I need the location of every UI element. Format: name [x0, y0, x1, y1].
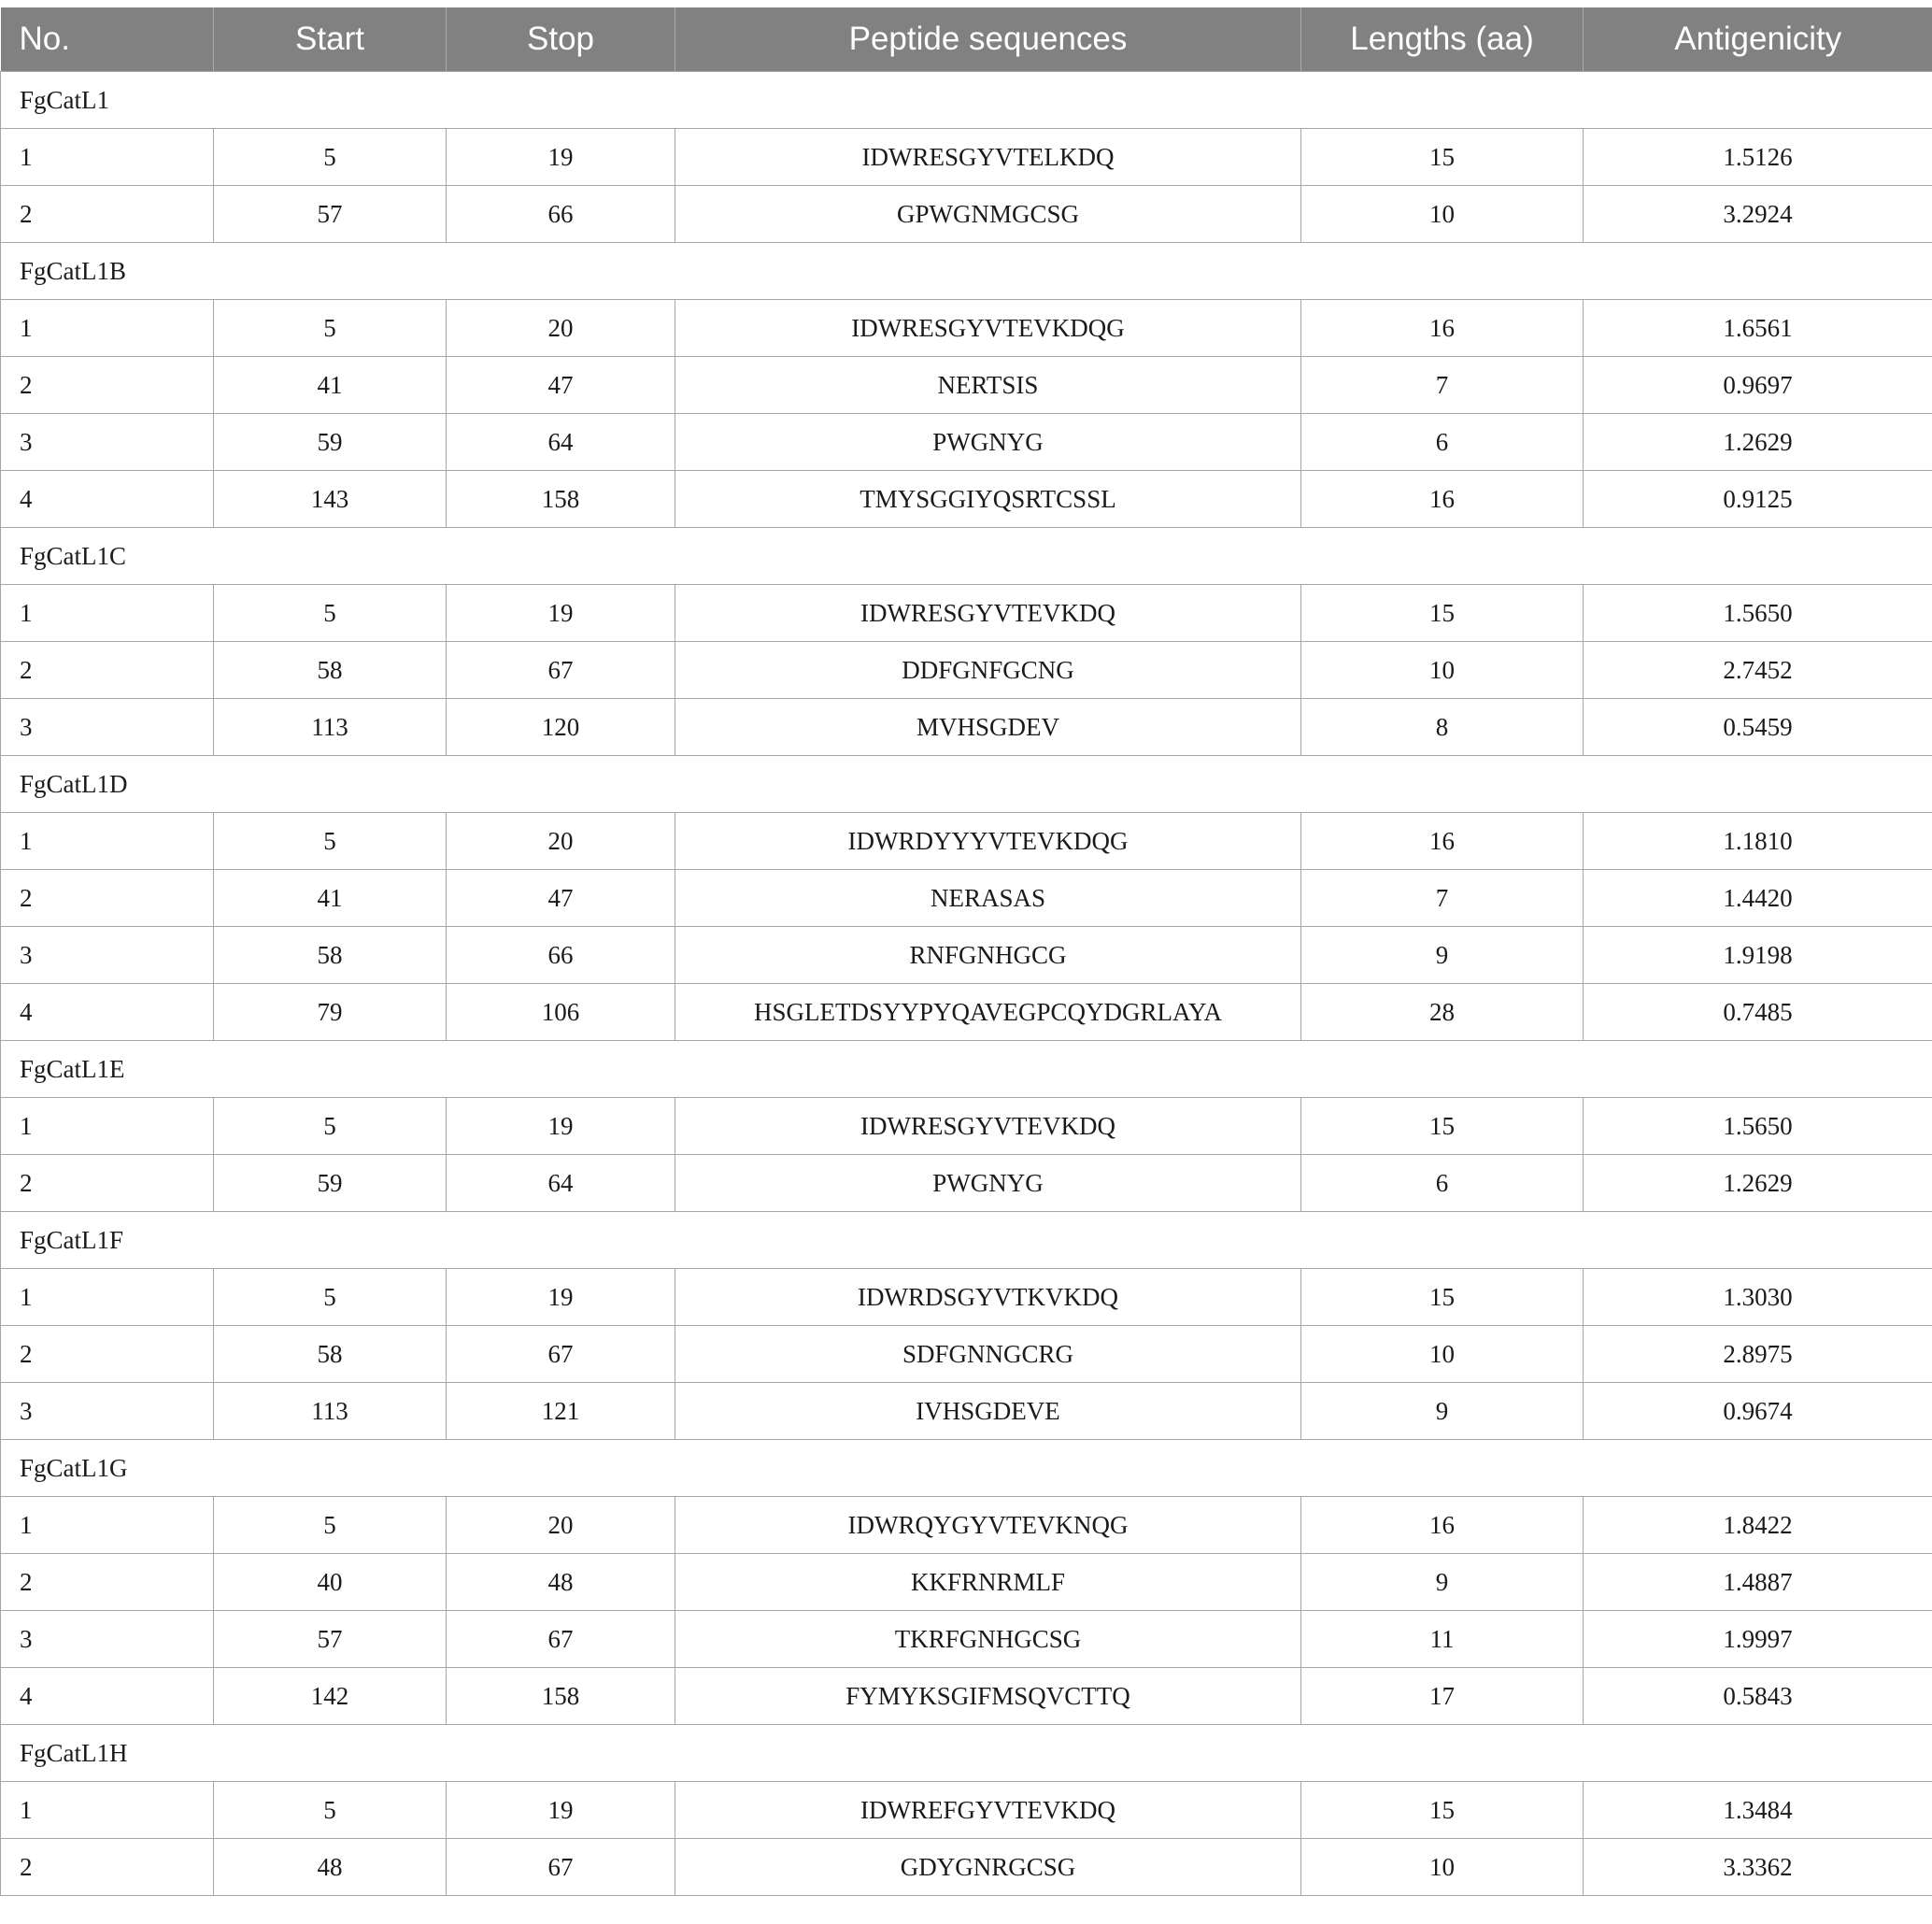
cell-stop: 67: [447, 642, 675, 699]
cell-length: 16: [1301, 1497, 1584, 1554]
cell-no: 3: [1, 1611, 214, 1668]
table-row: [1, 300, 1932, 357]
cell-no: 1: [1, 300, 214, 357]
cell-start: 57: [214, 1611, 447, 1668]
cell-stop: 67: [447, 1839, 675, 1896]
cell-length: 8: [1301, 699, 1584, 756]
table-row: [1, 1782, 1932, 1839]
cell-peptide-sequence: SDFGNNGCRG: [675, 1326, 1301, 1383]
group-row: [1, 756, 1932, 813]
group-row: [1, 243, 1932, 300]
table-row: [1, 1668, 1932, 1725]
cell-start: 5: [214, 300, 447, 357]
table-row: [1, 585, 1932, 642]
cell-stop: 64: [447, 414, 675, 471]
cell-antigenicity: 1.2629: [1584, 1155, 1932, 1212]
table-row: [1, 927, 1932, 984]
cell-peptide-sequence: KKFRNRMLF: [675, 1554, 1301, 1611]
cell-no: 3: [1, 927, 214, 984]
header-peptide-sequences: Peptide sequences: [675, 7, 1301, 72]
cell-antigenicity: 3.3362: [1584, 1839, 1932, 1896]
cell-length: 7: [1301, 357, 1584, 414]
cell-length: 15: [1301, 1098, 1584, 1155]
cell-no: 2: [1, 357, 214, 414]
cell-start: 57: [214, 186, 447, 243]
cell-start: 58: [214, 642, 447, 699]
cell-no: 1: [1, 1782, 214, 1839]
cell-length: 17: [1301, 1668, 1584, 1725]
table-row: [1, 1326, 1932, 1383]
cell-start: 113: [214, 699, 447, 756]
cell-peptide-sequence: GPWGNMGCSG: [675, 186, 1301, 243]
cell-antigenicity: 3.2924: [1584, 186, 1932, 243]
cell-antigenicity: 2.8975: [1584, 1326, 1932, 1383]
table-row: [1, 813, 1932, 870]
cell-length: 15: [1301, 1782, 1584, 1839]
cell-start: 5: [214, 585, 447, 642]
cell-no: 3: [1, 1383, 214, 1440]
cell-antigenicity: 1.2629: [1584, 414, 1932, 471]
cell-stop: 47: [447, 870, 675, 927]
cell-no: 4: [1, 984, 214, 1041]
cell-antigenicity: 1.4420: [1584, 870, 1932, 927]
group-label: FgCatL1: [1, 72, 1932, 129]
cell-start: 5: [214, 1782, 447, 1839]
cell-antigenicity: 1.9198: [1584, 927, 1932, 984]
cell-peptide-sequence: PWGNYG: [675, 414, 1301, 471]
cell-start: 40: [214, 1554, 447, 1611]
header-lengths: Lengths (aa): [1301, 7, 1584, 72]
cell-antigenicity: 1.4887: [1584, 1554, 1932, 1611]
cell-start: 41: [214, 357, 447, 414]
cell-antigenicity: 1.5126: [1584, 129, 1932, 186]
group-label: FgCatL1E: [1, 1041, 1932, 1098]
cell-antigenicity: 0.9125: [1584, 471, 1932, 528]
group-label: FgCatL1F: [1, 1212, 1932, 1269]
table-row: [1, 129, 1932, 186]
cell-no: 1: [1, 1269, 214, 1326]
cell-stop: 158: [447, 471, 675, 528]
cell-start: 5: [214, 1269, 447, 1326]
cell-peptide-sequence: IDWRDYYYVTEVKDQG: [675, 813, 1301, 870]
group-row: [1, 1041, 1932, 1098]
cell-length: 16: [1301, 813, 1584, 870]
table-row: [1, 1497, 1932, 1554]
cell-start: 79: [214, 984, 447, 1041]
cell-stop: 67: [447, 1611, 675, 1668]
cell-peptide-sequence: HSGLETDSYYPYQAVEGPCQYDGRLAYA: [675, 984, 1301, 1041]
cell-peptide-sequence: IDWRESGYVTEVKDQ: [675, 585, 1301, 642]
cell-no: 2: [1, 1554, 214, 1611]
cell-peptide-sequence: PWGNYG: [675, 1155, 1301, 1212]
cell-antigenicity: 1.5650: [1584, 585, 1932, 642]
header-antigenicity: Antigenicity: [1584, 7, 1932, 72]
cell-length: 15: [1301, 129, 1584, 186]
cell-stop: 47: [447, 357, 675, 414]
cell-no: 2: [1, 642, 214, 699]
group-row: [1, 1212, 1932, 1269]
group-label: FgCatL1D: [1, 756, 1932, 813]
cell-length: 15: [1301, 1269, 1584, 1326]
cell-no: 2: [1, 186, 214, 243]
cell-peptide-sequence: FYMYKSGIFMSQVCTTQ: [675, 1668, 1301, 1725]
cell-antigenicity: 0.5459: [1584, 699, 1932, 756]
table-row: [1, 1383, 1932, 1440]
cell-no: 1: [1, 129, 214, 186]
cell-antigenicity: 2.7452: [1584, 642, 1932, 699]
cell-antigenicity: 1.3030: [1584, 1269, 1932, 1326]
cell-antigenicity: 1.8422: [1584, 1497, 1932, 1554]
group-row: [1, 1725, 1932, 1782]
group-label: FgCatL1C: [1, 528, 1932, 585]
cell-stop: 48: [447, 1554, 675, 1611]
peptide-table-container: [0, 7, 1932, 1896]
cell-length: 10: [1301, 642, 1584, 699]
table-row: [1, 1839, 1932, 1896]
cell-no: 3: [1, 414, 214, 471]
cell-stop: 120: [447, 699, 675, 756]
group-label: FgCatL1B: [1, 243, 1932, 300]
cell-length: 15: [1301, 585, 1584, 642]
cell-start: 58: [214, 927, 447, 984]
cell-start: 142: [214, 1668, 447, 1725]
cell-length: 9: [1301, 927, 1584, 984]
cell-peptide-sequence: IDWRESGYVTELKDQ: [675, 129, 1301, 186]
cell-stop: 20: [447, 813, 675, 870]
cell-length: 6: [1301, 1155, 1584, 1212]
cell-no: 4: [1, 1668, 214, 1725]
table-row: [1, 699, 1932, 756]
cell-no: 1: [1, 585, 214, 642]
cell-stop: 19: [447, 585, 675, 642]
cell-stop: 19: [447, 1782, 675, 1839]
table-row: [1, 642, 1932, 699]
cell-peptide-sequence: IDWRESGYVTEVKDQG: [675, 300, 1301, 357]
cell-antigenicity: 1.6561: [1584, 300, 1932, 357]
table-row: [1, 414, 1932, 471]
cell-peptide-sequence: IDWREFGYVTEVKDQ: [675, 1782, 1301, 1839]
cell-peptide-sequence: IVHSGDEVE: [675, 1383, 1301, 1440]
table-row: [1, 1269, 1932, 1326]
cell-start: 41: [214, 870, 447, 927]
cell-length: 7: [1301, 870, 1584, 927]
group-label: FgCatL1G: [1, 1440, 1932, 1497]
cell-peptide-sequence: DDFGNFGCNG: [675, 642, 1301, 699]
cell-peptide-sequence: TMYSGGIYQSRTCSSL: [675, 471, 1301, 528]
cell-stop: 106: [447, 984, 675, 1041]
cell-start: 59: [214, 1155, 447, 1212]
cell-stop: 19: [447, 129, 675, 186]
cell-no: 1: [1, 1098, 214, 1155]
cell-peptide-sequence: RNFGNHGCG: [675, 927, 1301, 984]
cell-stop: 19: [447, 1269, 675, 1326]
table-row: [1, 984, 1932, 1041]
cell-length: 16: [1301, 300, 1584, 357]
cell-start: 5: [214, 813, 447, 870]
table-row: [1, 870, 1932, 927]
peptide-table: [0, 7, 1932, 1896]
cell-peptide-sequence: IDWRQYGYVTEVKNQG: [675, 1497, 1301, 1554]
cell-peptide-sequence: NERASAS: [675, 870, 1301, 927]
cell-peptide-sequence: NERTSIS: [675, 357, 1301, 414]
cell-stop: 158: [447, 1668, 675, 1725]
cell-stop: 19: [447, 1098, 675, 1155]
cell-length: 9: [1301, 1554, 1584, 1611]
cell-length: 6: [1301, 414, 1584, 471]
cell-peptide-sequence: TKRFGNHGCSG: [675, 1611, 1301, 1668]
cell-no: 2: [1, 870, 214, 927]
cell-start: 143: [214, 471, 447, 528]
cell-stop: 66: [447, 927, 675, 984]
table-row: [1, 471, 1932, 528]
cell-start: 5: [214, 1497, 447, 1554]
cell-length: 10: [1301, 186, 1584, 243]
cell-antigenicity: 1.3484: [1584, 1782, 1932, 1839]
cell-length: 16: [1301, 471, 1584, 528]
cell-no: 3: [1, 699, 214, 756]
cell-no: 1: [1, 1497, 214, 1554]
group-label: FgCatL1H: [1, 1725, 1932, 1782]
table-row: [1, 357, 1932, 414]
table-row: [1, 1611, 1932, 1668]
cell-antigenicity: 0.5843: [1584, 1668, 1932, 1725]
cell-stop: 20: [447, 300, 675, 357]
cell-no: 2: [1, 1326, 214, 1383]
cell-no: 2: [1, 1155, 214, 1212]
cell-start: 5: [214, 1098, 447, 1155]
cell-stop: 64: [447, 1155, 675, 1212]
header-start: Start: [214, 7, 447, 72]
group-row: [1, 72, 1932, 129]
cell-start: 58: [214, 1326, 447, 1383]
cell-start: 113: [214, 1383, 447, 1440]
table-row: [1, 186, 1932, 243]
cell-no: 1: [1, 813, 214, 870]
cell-antigenicity: 0.7485: [1584, 984, 1932, 1041]
cell-length: 9: [1301, 1383, 1584, 1440]
cell-antigenicity: 0.9674: [1584, 1383, 1932, 1440]
cell-peptide-sequence: IDWRESGYVTEVKDQ: [675, 1098, 1301, 1155]
header-row: [1, 7, 1932, 72]
table-row: [1, 1554, 1932, 1611]
table-body: [1, 72, 1932, 1896]
group-row: [1, 1440, 1932, 1497]
group-row: [1, 528, 1932, 585]
cell-peptide-sequence: GDYGNRGCSG: [675, 1839, 1301, 1896]
cell-stop: 67: [447, 1326, 675, 1383]
cell-stop: 20: [447, 1497, 675, 1554]
cell-antigenicity: 0.9697: [1584, 357, 1932, 414]
cell-peptide-sequence: IDWRDSGYVTKVKDQ: [675, 1269, 1301, 1326]
cell-length: 11: [1301, 1611, 1584, 1668]
cell-antigenicity: 1.1810: [1584, 813, 1932, 870]
cell-stop: 66: [447, 186, 675, 243]
cell-length: 10: [1301, 1839, 1584, 1896]
cell-length: 10: [1301, 1326, 1584, 1383]
cell-start: 5: [214, 129, 447, 186]
cell-start: 48: [214, 1839, 447, 1896]
cell-stop: 121: [447, 1383, 675, 1440]
cell-peptide-sequence: MVHSGDEV: [675, 699, 1301, 756]
cell-antigenicity: 1.5650: [1584, 1098, 1932, 1155]
cell-no: 4: [1, 471, 214, 528]
header-stop: Stop: [447, 7, 675, 72]
cell-no: 2: [1, 1839, 214, 1896]
cell-length: 28: [1301, 984, 1584, 1041]
cell-start: 59: [214, 414, 447, 471]
header-no: No.: [1, 7, 214, 72]
table-row: [1, 1155, 1932, 1212]
table-row: [1, 1098, 1932, 1155]
cell-antigenicity: 1.9997: [1584, 1611, 1932, 1668]
